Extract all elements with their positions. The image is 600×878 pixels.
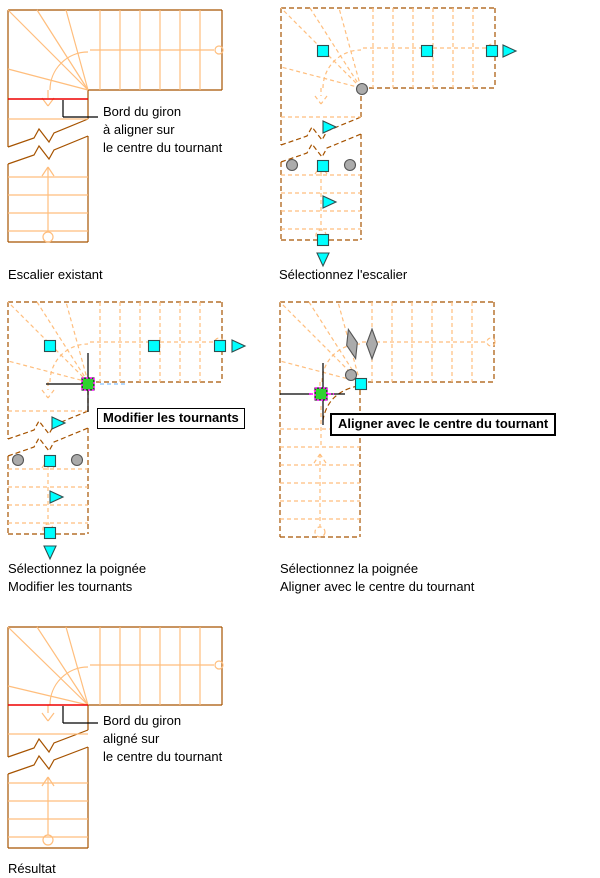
caption-line: Modifier les tournants bbox=[8, 579, 133, 594]
annotation-line: le centre du tournant bbox=[103, 749, 223, 764]
grip-square[interactable] bbox=[45, 341, 56, 352]
caption-grip-align-center bbox=[280, 560, 474, 596]
grip-circle[interactable] bbox=[345, 160, 356, 171]
grip-square[interactable] bbox=[356, 379, 367, 390]
grip-circle[interactable] bbox=[287, 160, 298, 171]
grip-square[interactable] bbox=[215, 341, 226, 352]
grip-square[interactable] bbox=[318, 161, 329, 172]
grip-tooltip-modify-turns: Modifier les tournants bbox=[97, 408, 245, 429]
grip-square[interactable] bbox=[45, 528, 56, 539]
grip-square[interactable] bbox=[45, 456, 56, 467]
annotation-giron-before bbox=[103, 103, 222, 157]
grip-square[interactable] bbox=[422, 46, 433, 57]
grip-arrow-right[interactable] bbox=[52, 417, 65, 429]
grip-square[interactable] bbox=[149, 341, 160, 352]
caption-grip-modify-turns bbox=[8, 560, 146, 596]
grip-circle[interactable] bbox=[72, 455, 83, 466]
grip-arrow-down[interactable] bbox=[44, 546, 56, 559]
diagram-grip-modify-turns bbox=[8, 302, 258, 564]
grip-arrow-right[interactable] bbox=[50, 491, 63, 503]
annotation-line: Bord du giron bbox=[103, 713, 182, 728]
caption-line: Sélectionnez la poignée bbox=[8, 561, 147, 576]
grip-selected-green[interactable] bbox=[315, 388, 327, 400]
grip-arrow-down[interactable] bbox=[317, 253, 329, 266]
grip-diamond[interactable] bbox=[367, 329, 378, 359]
grip-arrow-right[interactable] bbox=[503, 45, 516, 57]
annotation-line: Bord du giron bbox=[103, 104, 182, 119]
annotation-line: le centre du tournant bbox=[103, 140, 223, 155]
caption-line: Sélectionnez la poignée bbox=[280, 561, 419, 576]
annotation-giron-after bbox=[103, 712, 222, 766]
grip-circle[interactable] bbox=[357, 84, 368, 95]
caption-line: Aligner avec le centre du tournant bbox=[280, 579, 475, 594]
grip-square[interactable] bbox=[487, 46, 498, 57]
grip-selected-green[interactable] bbox=[82, 378, 94, 390]
annotation-line: à aligner sur bbox=[103, 122, 175, 137]
grip-arrow-right[interactable] bbox=[323, 196, 336, 208]
caption-existing-stair: Escalier existant bbox=[8, 267, 103, 282]
grip-arrow-right[interactable] bbox=[323, 121, 336, 133]
caption-result: Résultat bbox=[8, 861, 56, 876]
grip-arrow-right[interactable] bbox=[232, 340, 245, 352]
grip-square[interactable] bbox=[318, 46, 329, 57]
caption-select-stair: Sélectionnez l'escalier bbox=[279, 267, 408, 282]
grip-circle[interactable] bbox=[346, 370, 357, 381]
grip-square[interactable] bbox=[318, 235, 329, 246]
annotation-line: aligné sur bbox=[103, 731, 160, 746]
grip-tooltip-align-center: Aligner avec le centre du tournant bbox=[330, 413, 556, 436]
grip-circle[interactable] bbox=[13, 455, 24, 466]
diagram-selected-stair bbox=[281, 8, 526, 270]
